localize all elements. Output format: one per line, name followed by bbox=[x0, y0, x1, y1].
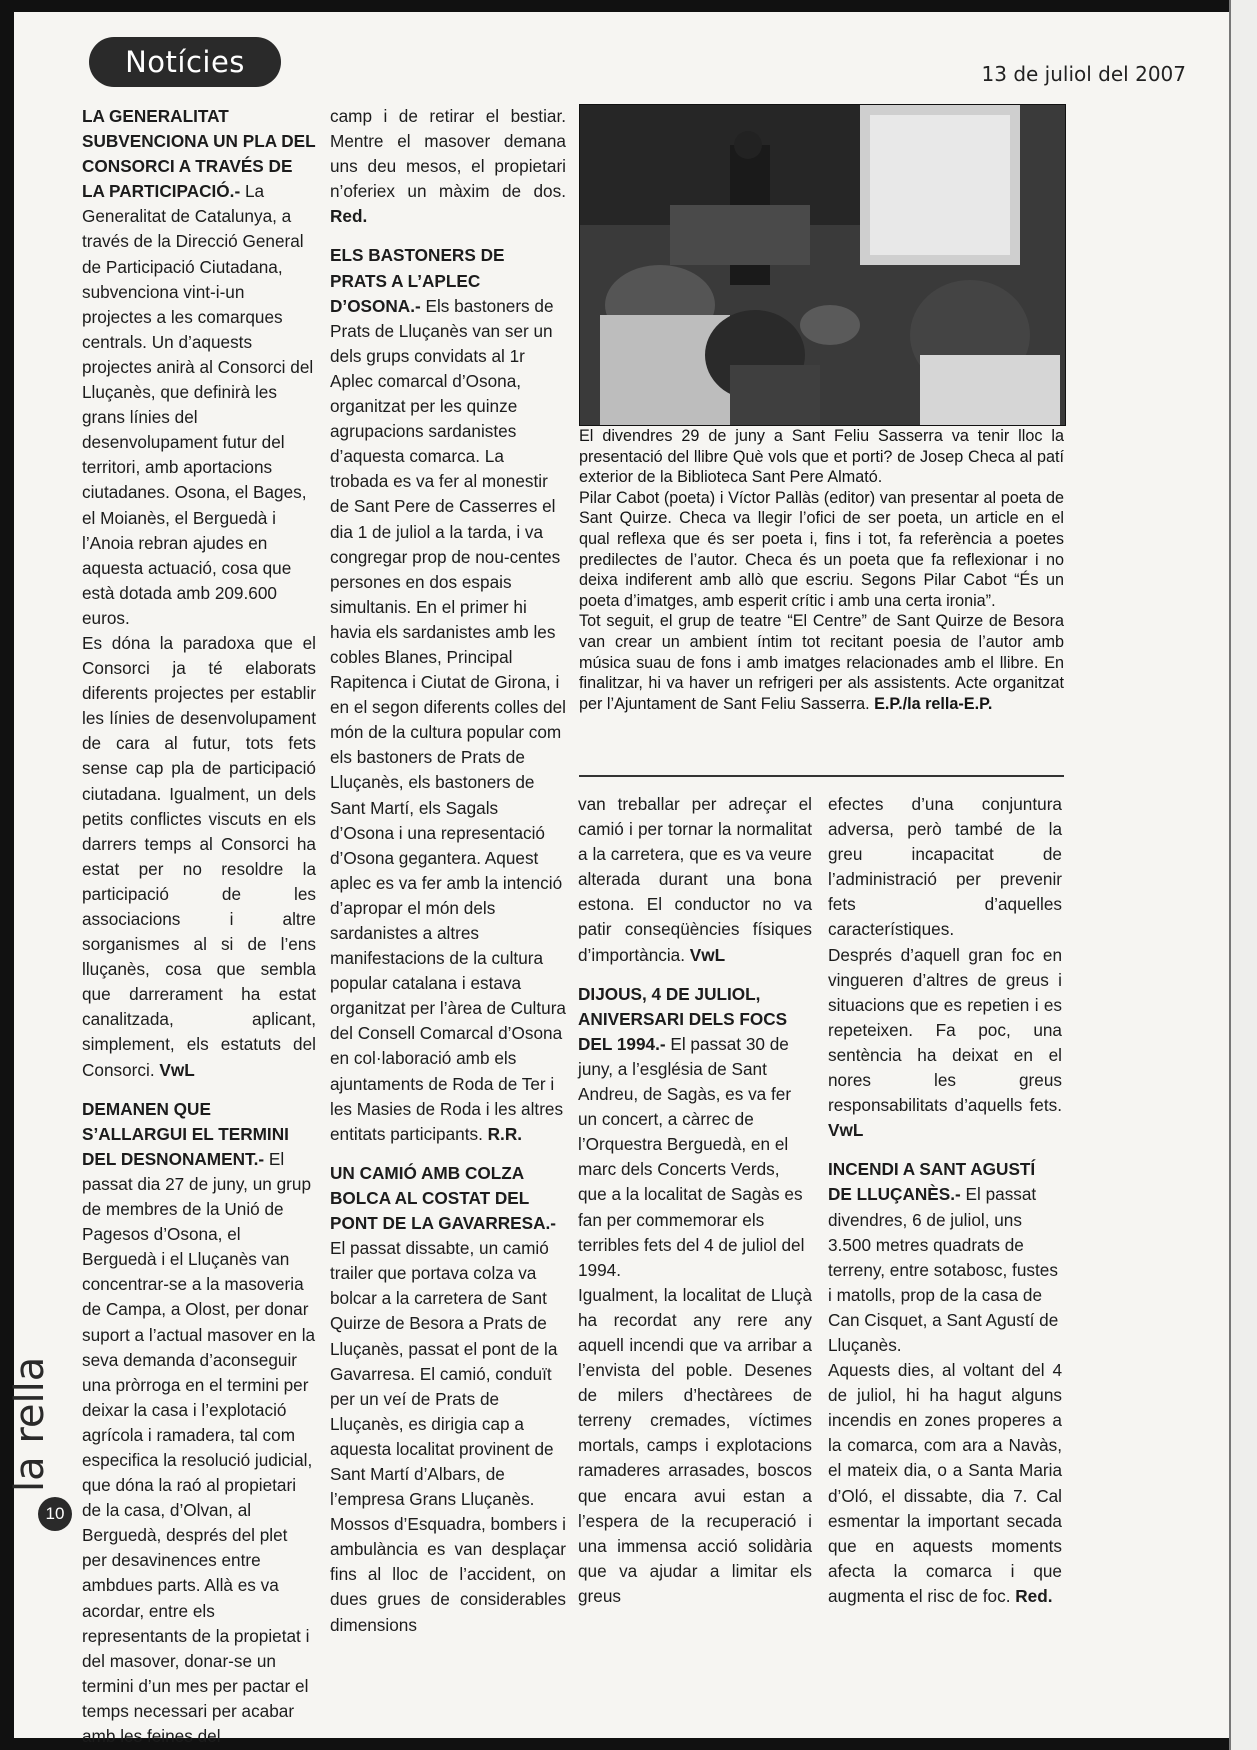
photo-illustration bbox=[580, 105, 1065, 425]
article-bastoners-title: ELS BASTONERS DE PRATS A L’APLEC D’OSONA.- bbox=[330, 245, 505, 316]
article-focs-signature: VwL bbox=[828, 1120, 864, 1141]
caption-signature: E.P./la rella-E.P. bbox=[874, 694, 993, 713]
article-focs-p2: Igualment, la localitat de Lluçà ha recordat any rere any aquell incendi que va arribar a l’envista del poble. Desenes de milers d’hectàrees de terreny cremades, víctimes mortals, camps i explotacions ramaderes arrasades, boscos que encara avui estan a l’espera de la recuperació i una immensa acció solidària que va ajudar a limitar els greus bbox=[578, 1284, 812, 1606]
article-camio-p3 bbox=[578, 792, 812, 968]
publication-name: la rella bbox=[7, 1356, 53, 1492]
article-focs-body: El passat 30 de juny, a l’església de Sant Andreu, de Sagàs, es va fer un concert, a càrrec de l’Orquestra Berguedà, en el marc dels Concerts Verds, que a la localitat de Sagàs es fan per commemorar els terribles fets del 4 de juliol del 1994. bbox=[578, 1033, 805, 1280]
article-generalitat-p2-text: Es dóna la paradoxa que el Consorci ja té elaborats diferents projectes per establir les línies de desenvolupament de cara al futur, tots fets sense cap pla de participació ciutadana. Igualment, un dels petits conflictes viscuts en els darrers temps al Consorci ha estat per no resoldre la participació de les associacions i altre sorganismes al si de l’ens lluçanès, cosa que sembla que darrerament ha estat canalitzada, aplicant, simplement, els estatuts del Consorci. bbox=[82, 632, 316, 1080]
article-camio-p3-text: van treballar per adreçar el camió i per tornar la normalitat a la carretera, que es va veure alterada durant una bona estona. El conductor no va patir conseqüències físiques d’importància. bbox=[578, 794, 812, 965]
article-bastoners-body: Els bastoners de Prats de Lluçanès van ser un dels grups convidats al 1r Aplec comarcal d’Osona, organitzat per les quinze agrupacions sardanistes d’aquesta comarca. La trobada es va fer al monestir de Sant Pere de Casserres el dia 1 de juliol a la tarda, i va congregar prop de nou-centes persones en dos espais simultanis. En el primer hi havia els sardanistes amb les cobles Blanes, Principal Rapitenca i Ciutat de Girona, i en el segon diferents colles del món de la cultura popular com els bastoners de Prats de Lluçanès, els bastoners de Sant Martí, els Sagals d’Osona i una representació d’Osona gegantera. Aquest aplec es va fer amb la intenció d’apropar el món dels sardanistes a altres manifestacions de la cultura popular catalana i estava organitzat per l’àrea de Cultura del Consell Comarcal d’Osona en col·laboració amb els ajuntaments de Roda de Ter i les Masies de Roda i les altres entitats participants. bbox=[330, 295, 567, 1144]
article-focs-p4-text: Després d’aquell gran foc en vingueren d’altres de greus i situacions que es repetien i es repeteixen. Fa poc, una sentència ha deixat en el nores les greus responsabilitats d’aquells fets. bbox=[828, 944, 1062, 1116]
photo-caption bbox=[579, 426, 1064, 714]
article-camio-title: UN CAMIÓ AMB COLZA BOLCA AL COSTAT DEL PONT DE LA GAVARRESA.- bbox=[330, 1162, 556, 1234]
article-camio-signature: VwL bbox=[689, 944, 726, 965]
article-termini-p2-text: camp i de retirar el bestiar. Mentre el masover demana uns deu mesos, el propietari n’oferiex un màxim de dos. bbox=[330, 106, 566, 202]
article-termini-p2 bbox=[330, 104, 566, 229]
article-focs-p4 bbox=[828, 943, 1062, 1144]
section-header: Notícies bbox=[89, 37, 281, 87]
caption-p2: Pilar Cabot (poeta) i Víctor Pallàs (editor) van presentar al poeta de Sant Quirze. Checa va llegir l’ofici de ser poeta, un article en el qual reflexa que és ser poeta i, fins i tot, fa referència a poetes predilectes de l’autor. Checa és un poeta que fa reflexionar i no deixa indiferent amb allò que escriu. Segons Pilar Cabot “És un poeta d’imatges, amb esperit crític i amb una certa ironia”. bbox=[579, 488, 1064, 610]
article-camio-body: El passat dissabte, un camió trailer que portava colza va bolcar a la carretera de Sant Quirze de Besora a Prats de Lluçanès, passat el pont de la Gavarresa. El camió, conduït per un veí de Prats de Lluçanès, es dirigia cap a aquesta localitat provinent de Sant Martí d’Albars, de l’empresa Grans Lluçanès. bbox=[330, 1238, 558, 1510]
article-generalitat-signature: VwL bbox=[159, 1059, 195, 1080]
article-generalitat-p2 bbox=[82, 631, 316, 1083]
article-focs-title: DIJOUS, 4 DE JULIOL, ANIVERSARI DELS FOCS DEL 1994.- bbox=[578, 983, 788, 1054]
caption-p1: El divendres 29 de juny a Sant Feliu Sasserra va tenir lloc la presentació del llibre Què vols que et porti? de Josep Checa al patí exterior de la Biblioteca Sant Pere Almató. bbox=[579, 427, 1064, 487]
column-3 bbox=[578, 792, 812, 1609]
article-termini-signature: Red. bbox=[330, 206, 368, 227]
article-incendi-signature: Red. bbox=[1015, 1585, 1053, 1606]
article-incendi-title: INCENDI A SANT AGUSTÍ DE LLUÇANÈS.- bbox=[828, 1159, 1036, 1205]
issue-date: 13 de juliol del 2007 bbox=[981, 62, 1186, 86]
caption-p3 bbox=[579, 611, 1064, 714]
article-termini-title: DEMANEN QUE S’ALLARGUI EL TERMINI DEL DESNONAMENT.- bbox=[82, 1098, 289, 1169]
article-bastoners-signature: R.R. bbox=[487, 1123, 523, 1144]
article-incendi-p2 bbox=[828, 1358, 1062, 1609]
page-number: 10 bbox=[38, 1497, 72, 1531]
article-termini-body: El passat dia 27 de juny, un grup de membres de la Unió de Pagesos d’Osona, el Berguedà i el Lluçanès van concentrar-se a la masoveria de Campa, a Olost, per donar suport a l’actual masover en la seva demanda d’aconseguir una pròrroga en el termini per deixar la casa i l’explotació agrícola i ramadera, tal com especifica la resolució judicial, que dóna la raó al propietari de la casa, d’Olvan, al Berguedà, després del plet per desavinences entre ambdues parts. Allà es va acordar, entre els representants de la propietat i del masover, donar-se un termini d’un mes per pactar el temps necessari per acabar amb les feines del bbox=[82, 1148, 316, 1746]
article-incendi-body: El passat divendres, 6 de juliol, uns 3.500 metres quadrats de terreny, entre sotabosc, fustes i matolls, prop de la casa de Can Cisquet, a Sant Agustí de Lluçanès. bbox=[828, 1184, 1059, 1355]
column-1 bbox=[82, 104, 316, 1749]
next-page-edge bbox=[1229, 0, 1257, 1750]
page-gutter-line bbox=[1229, 0, 1231, 1750]
presentation-photo bbox=[579, 104, 1066, 426]
column-2 bbox=[330, 104, 566, 1638]
article-camio-p2: Mossos d’Esquadra, bombers i ambulància es van desplaçar fins al lloc de l’accident, on dues grues de considerables dimensions bbox=[330, 1514, 566, 1635]
article-focs-p3: efectes d’una conjuntura adversa, però també de la greu incapacitat de l’administració per prevenir fets d’aquelles característiques. bbox=[828, 794, 1062, 940]
article-generalitat-body: La Generalitat de Catalunya, a través de la Direcció General de Participació Ciutadana, subvenciona vint-i-un projectes a les comarques centrals. Un d’aquests projectes anirà al Consorci del Lluçanès, que definirà les grans línies del desenvolupament futur del territori, amb aportacions ciutadanes. Osona, el Bages, el Moianès, el Berguedà i l’Anoia rebran ajudes en aquesta actuació, cosa que està dotada amb 209.600 euros. bbox=[82, 181, 314, 628]
newspaper-page bbox=[7, 12, 1229, 1746]
caption-p3-text: Tot seguit, el grup de teatre “El Centre” de Sant Quirze de Besora van crear un ambient íntim tot recitant poesia de l’autor amb música suau de fons i amb imatges relacionades amb el llibre. En finalitzar, hi va haver un refrigeri per als assistents. Acte organitzat per l’Ajuntament de Sant Feliu Sasserra. bbox=[579, 612, 1064, 713]
article-incendi-p2-text: Aquests dies, al voltant del 4 de juliol, hi ha hagut alguns incendis en zones properes a la comarca, com ara a Navàs, el mateix dia, o a Santa Maria d’Oló, el dissabte, dia 7. Cal esmentar la important secada que en aquests moments afecta la comarca i que augmenta el risc de foc. bbox=[828, 1360, 1062, 1606]
photo-divider bbox=[579, 775, 1064, 777]
article-generalitat-title: LA GENERALITAT SUBVENCIONA UN PLA DEL CONSORCI A TRAVÉS DE LA PARTICIPACIÓ.- bbox=[82, 106, 316, 202]
column-4 bbox=[828, 792, 1062, 1609]
